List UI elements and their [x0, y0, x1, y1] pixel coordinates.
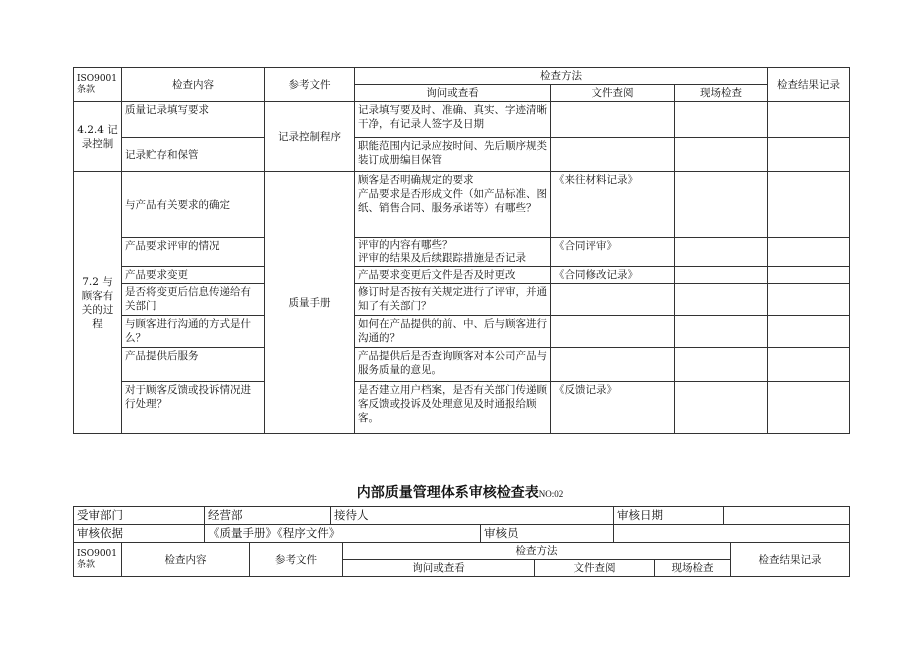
section1-row1-onsite	[675, 102, 768, 138]
section1-row1-doc	[551, 102, 675, 138]
section2-row7-content: 对于顾客反馈或投诉情况进行处理？	[122, 382, 265, 434]
header-iso-clause	[74, 68, 122, 102]
section2-row3-onsite	[675, 267, 768, 284]
audited-dept-label: 受审部门	[74, 507, 205, 525]
section2-row5-ask: 如何在产品提供的前、中、后与顾客进行沟通的？	[355, 316, 551, 348]
receiver-label	[331, 507, 614, 525]
section1-row1-content: 质量记录填写要求	[122, 102, 265, 138]
section1-row2-ask: 职能范围内记录应按时间、先后顺序规类装订成册编目保管	[355, 138, 551, 172]
t3-header-onsite: 现场检查	[655, 560, 731, 577]
header-doc-review: 文件查阅	[551, 85, 675, 102]
section2-ref: 质量手册	[265, 172, 355, 434]
section2-row1-ask: 顾客是否明确规定的要求 产品要求是否形成文件（如产品标准、图纸、销售合同、服务承诺等）有哪些？	[355, 172, 551, 238]
t3-header-clause-label: 条款	[77, 559, 96, 570]
section2-row6-content: 产品提供后服务	[122, 348, 265, 382]
header-onsite: 现场检查	[675, 85, 768, 102]
section1-row1-ask: 记录填写要及时、准确、真实、字迹清晰干净，有记录人签字及日期	[355, 102, 551, 138]
form-title	[0, 482, 920, 502]
section2-row6-onsite	[675, 348, 768, 382]
section2-row6-ask: 产品提供后是否查询顾客对本公司产品与服务质量的意见。	[355, 348, 551, 382]
section1-row2-onsite	[675, 138, 768, 172]
basis-label: 审核依据	[74, 525, 205, 543]
t3-header-ref: 参考文件	[250, 543, 343, 577]
section2-row7-result	[768, 382, 850, 434]
section2-row5-doc	[551, 316, 675, 348]
section1-row2-result	[768, 138, 850, 172]
audited-dept-value: 经营部	[205, 507, 331, 525]
form-title-text: 内部质量管理体系审核检查表	[356, 485, 539, 501]
section1-row2-doc	[551, 138, 675, 172]
basis-value: 《质量手册》《程序文件》	[205, 525, 481, 543]
section2-row2-doc: 《合同评审》	[551, 238, 675, 267]
header-ask: 询问或查看	[355, 85, 551, 102]
header-clause-label: 条款	[77, 84, 96, 95]
section2-row4-onsite	[675, 284, 768, 316]
section2-row2-result	[768, 238, 850, 267]
section2-row3-doc: 《合同修改记录》	[551, 267, 675, 284]
audit-checklist-table-2	[73, 542, 850, 577]
section2-clause: 7.2 与顾客有关的过程	[74, 172, 122, 434]
auditor-value	[614, 525, 850, 543]
header-content: 检查内容	[122, 68, 265, 102]
section2-row5-result	[768, 316, 850, 348]
section2-row7-onsite	[675, 382, 768, 434]
section2-row5-content: 与顾客进行沟通的方式是什么？	[122, 316, 265, 348]
t3-header-iso-clause	[74, 543, 122, 577]
t3-header-doc-review: 文件查阅	[535, 560, 655, 577]
t3-header-ask: 询问或查看	[343, 560, 535, 577]
section2-row4-content: 是否将变更后信息传递给有关部门	[122, 284, 265, 316]
section2-row7-ask: 是否建立用户档案，是否有关部门传递顾客反馈或投诉及处理意见及时通报给顾客。	[355, 382, 551, 434]
section1-row1-result	[768, 102, 850, 138]
header-result: 检查结果记录	[768, 68, 850, 102]
section2-row3-content: 产品要求变更	[122, 267, 265, 284]
auditor-label: 审核员	[481, 525, 614, 543]
section2-row4-ask: 修订时是否按有关规定进行了评审，并通知了有关部门？	[355, 284, 551, 316]
section2-row5-onsite	[675, 316, 768, 348]
section2-row6-result	[768, 348, 850, 382]
section2-row1-result	[768, 172, 850, 238]
t3-header-result: 检查结果记录	[731, 543, 850, 577]
section2-row1-content: 与产品有关要求的确定	[122, 172, 265, 238]
section2-row3-result	[768, 267, 850, 284]
section2-row2-ask: 评审的内容有哪些？ 评审的结果及后续跟踪措施是否记录	[355, 238, 551, 267]
header-iso-label: ISO9001	[77, 73, 118, 84]
t3-header-content: 检查内容	[122, 543, 250, 577]
header-method: 检查方法	[355, 68, 768, 85]
t3-header-method: 检查方法	[343, 543, 731, 560]
section2-row4-result	[768, 284, 850, 316]
section2-row1-onsite	[675, 172, 768, 238]
t3-header-iso-label: ISO9001	[77, 548, 118, 559]
header-ref: 参考文件	[265, 68, 355, 102]
section2-row4-doc	[551, 284, 675, 316]
form-number: NO:02	[538, 489, 564, 499]
section2-row7-doc: 《反馈记录》	[551, 382, 675, 434]
section1-clause: 4.2.4 记录控制	[74, 102, 122, 172]
section2-row1-doc: 《来往材料记录》	[551, 172, 675, 238]
section1-ref: 记录控制程序	[265, 102, 355, 172]
section2-row3-ask: 产品要求变更后文件是否及时更改	[355, 267, 551, 284]
section2-row2-onsite	[675, 238, 768, 267]
section2-row6-doc	[551, 348, 675, 382]
audit-date-label: 审核日期	[614, 507, 724, 525]
section2-row2-content: 产品要求评审的情况	[122, 238, 265, 267]
section1-row2-content: 记录贮存和保管	[122, 138, 265, 172]
receiver-label-text: 接待人	[334, 508, 369, 522]
audit-info-table	[73, 506, 850, 543]
audit-date-value	[724, 507, 850, 525]
audit-checklist-table-1	[73, 67, 850, 434]
